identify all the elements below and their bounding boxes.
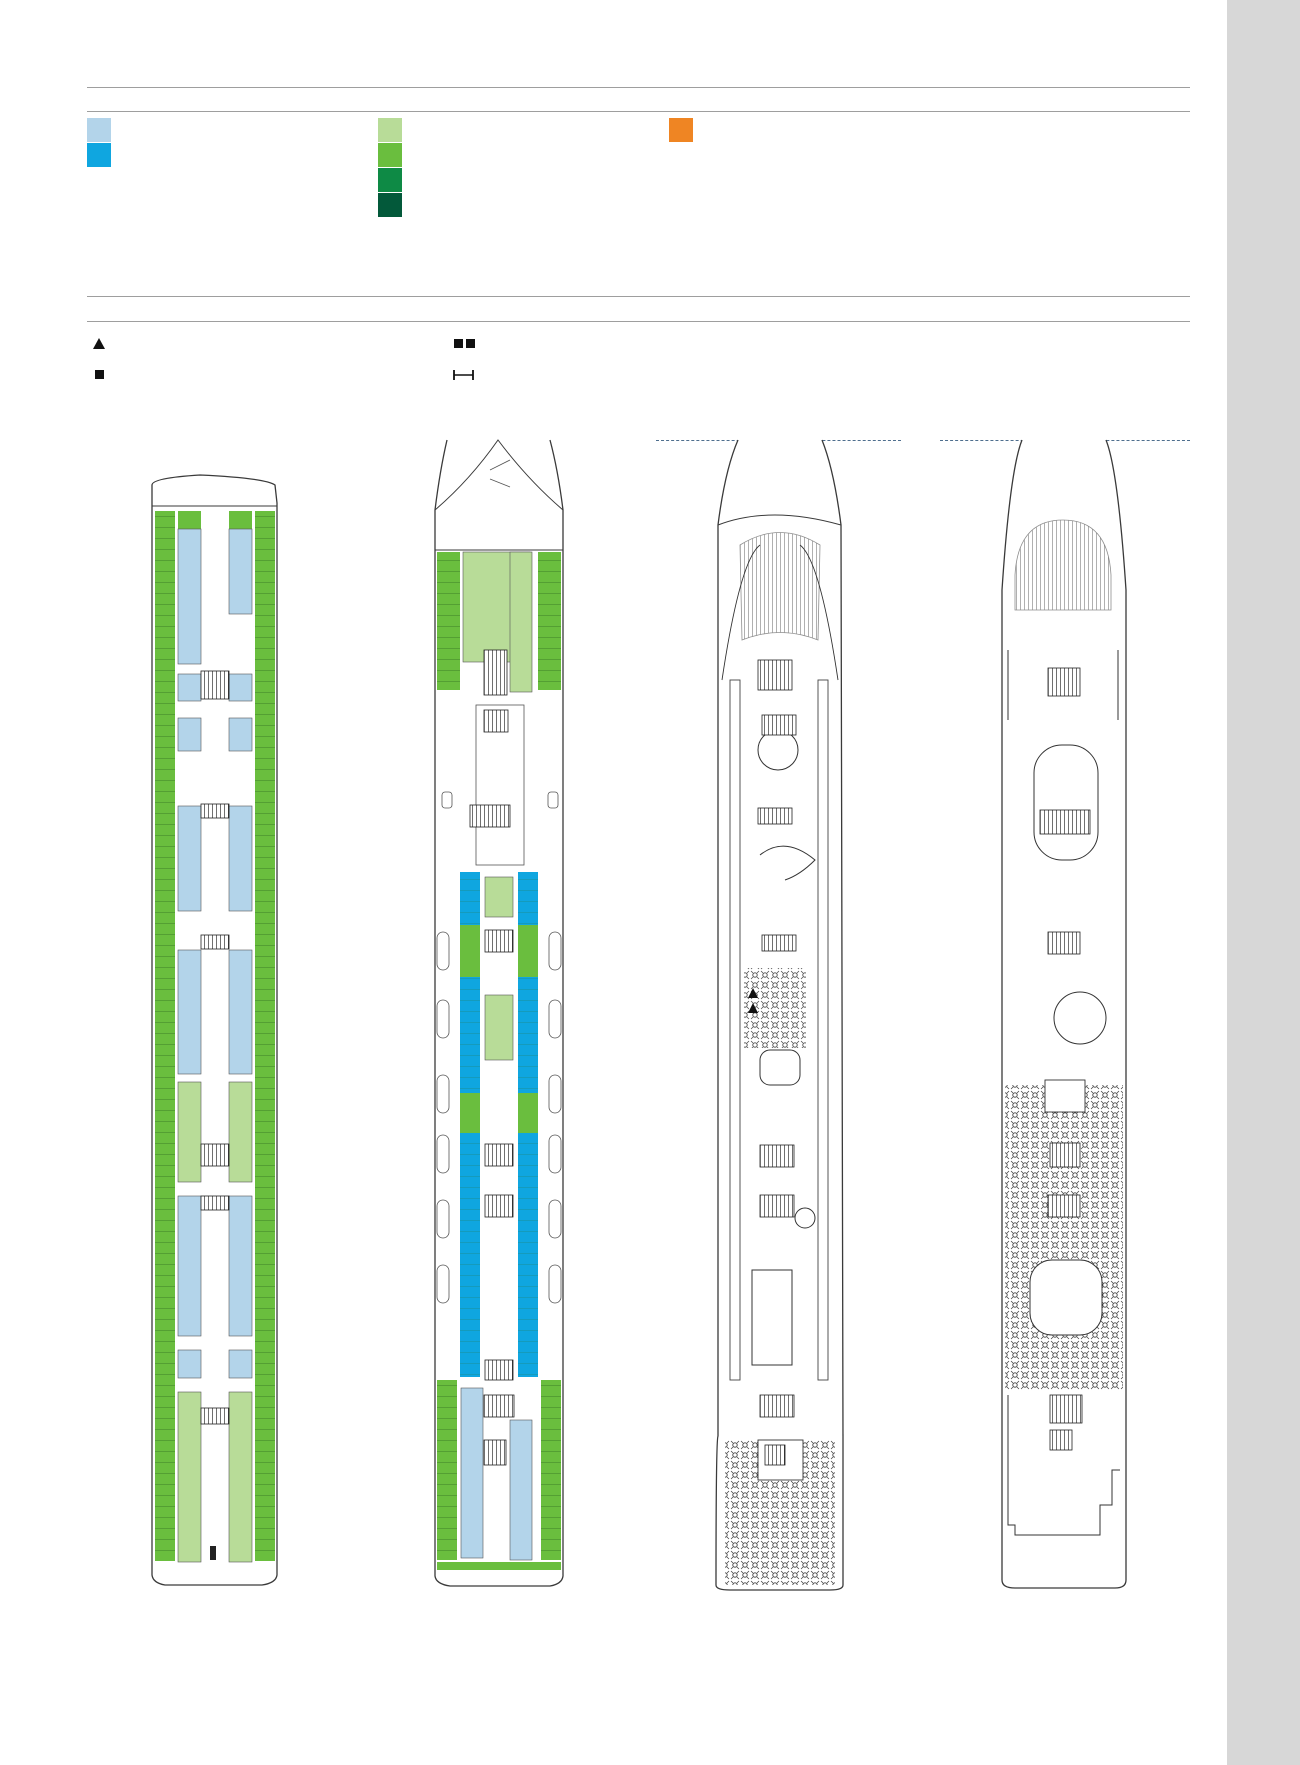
deck-d (1002, 440, 1126, 1588)
deck-b (435, 440, 563, 1586)
deck-a (152, 475, 277, 1585)
deck-c (716, 440, 843, 1590)
